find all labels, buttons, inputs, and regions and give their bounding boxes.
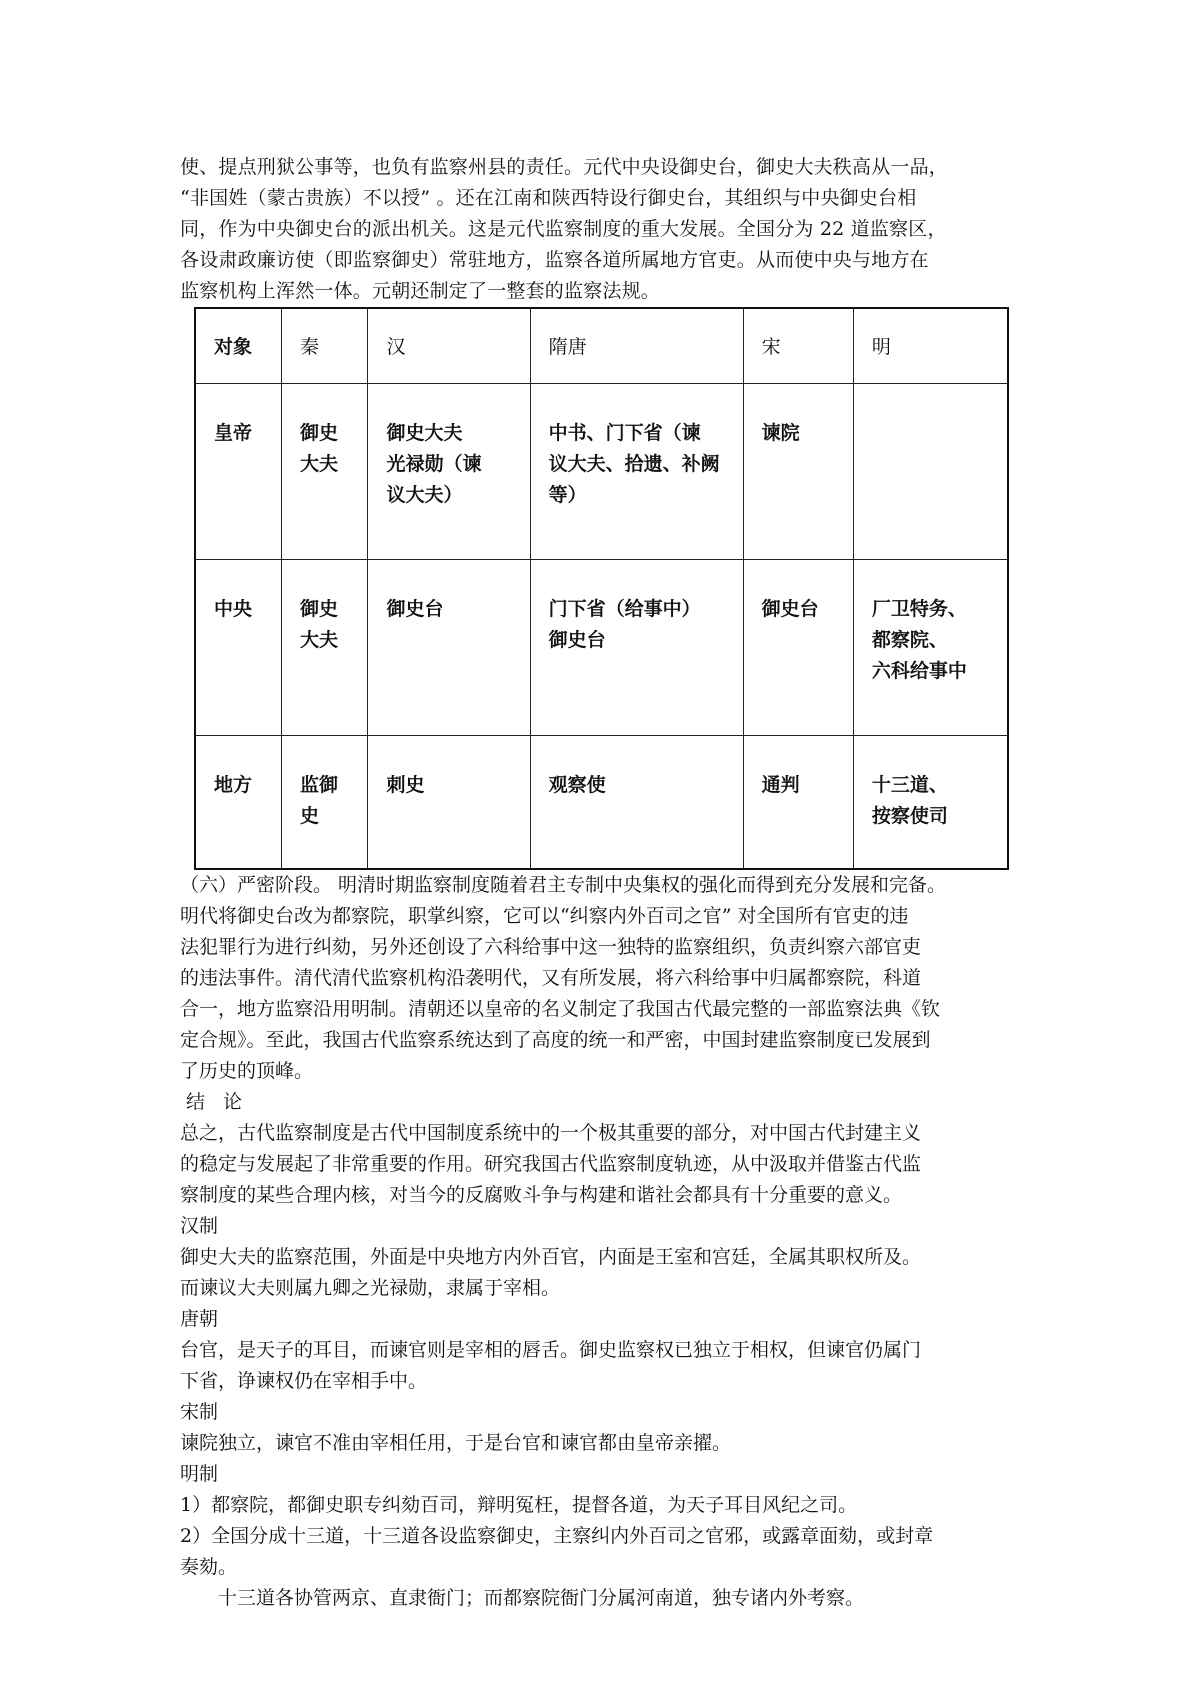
table-cell: 地方 <box>195 736 281 870</box>
tang-heading: 唐朝 <box>180 1308 219 1330</box>
conclusion-line: 的稳定与发展起了非常重要的作用。研究我国古代监察制度轨迹，从中汲取并借鉴古代监 <box>180 1153 922 1175</box>
han-line: 御史大夫的监察范围，外面是中央地方内外百官，内面是王室和宫廷，全属其职权所及。 <box>180 1246 922 1268</box>
table-cell: 御史台 <box>368 560 530 736</box>
intro-line: “非国姓（蒙古贵族）不以授” 。还在江南和陕西特设行御史台，其组织与中央御史台相 <box>180 187 917 209</box>
ming-item-1: 1）都察院，都御史职专纠劾百司，辩明冤枉，提督各道，为天子耳目风纪之司。 <box>180 1494 858 1516</box>
ming-heading: 明制 <box>180 1463 219 1485</box>
table-cell: 中央 <box>195 560 281 736</box>
table-cell: 观察使 <box>530 736 743 870</box>
stage6-line: 了历史的顶峰。 <box>180 1060 314 1082</box>
song-heading: 宋制 <box>180 1401 219 1423</box>
table-cell: 谏院 <box>743 384 853 560</box>
table-cell: 监御 史 <box>281 736 367 870</box>
stage6-line: 定合规》。至此，我国古代监察系统达到了高度的统一和严密，中国封建监察制度已发展到 <box>180 1029 931 1051</box>
conclusion-heading: 结 论 <box>186 1091 249 1113</box>
stage6-line: 合一，地方监察沿用明制。清朝还以皇帝的名义制定了我国古代最完整的一部监察法典《钦 <box>180 998 941 1020</box>
table-header-cell: 对象 <box>195 308 281 384</box>
ming-last-paragraph: 十三道各协管两京、直隶衙门；而都察院衙门分属河南道，独专诸内外考察。 <box>218 1587 865 1609</box>
intro-line: 使、提点刑狱公事等，也负有监察州县的责任。元代中央设御史台，御史大夫秩高从一品， <box>180 156 949 178</box>
table-cell: 十三道、 按察使司 <box>853 736 1008 870</box>
table-cell: 御史台 <box>743 560 853 736</box>
table-cell: 门下省（给事中） 御史台 <box>530 560 743 736</box>
table-cell: 通判 <box>743 736 853 870</box>
stage6-line: 的违法事件。清代清代监察机构沿袭明代，又有所发展，将六科给事中归属都察院，科道 <box>180 967 922 989</box>
table-header-cell: 明 <box>853 308 1008 384</box>
stage6-line: 法犯罪行为进行纠劾，另外还创设了六科给事中这一独特的监察组织，负责纠察六部官吏 <box>180 936 922 958</box>
table-header-cell: 汉 <box>368 308 530 384</box>
han-paragraph <box>180 1242 1030 1304</box>
table-header-cell: 宋 <box>743 308 853 384</box>
ming-item-2-line: 奏劾。 <box>180 1556 238 1578</box>
table-cell: 御史大夫 光禄勋（谏 议大夫） <box>368 384 530 560</box>
conclusion-line: 总之，古代监察制度是古代中国制度系统中的一个极其重要的部分，对中国古代封建主义 <box>180 1122 922 1144</box>
table-cell: 御史 大夫 <box>281 560 367 736</box>
han-heading: 汉制 <box>180 1215 219 1237</box>
ming-item-2-line: 2）全国分成十三道，十三道各设监察御史，主察纠内外百司之官邪，或露章面劾，或封章 <box>180 1525 934 1547</box>
table-cell: 御史 大夫 <box>281 384 367 560</box>
ming-item-2 <box>180 1521 1030 1583</box>
intro-line: 各设肃政廉访使（即监察御史）常驻地方，监察各道所属地方官吏。从而使中央与地方在 <box>180 249 929 271</box>
table-row <box>195 384 1008 560</box>
conclusion-paragraph <box>180 1118 1030 1211</box>
document-page <box>180 152 1030 1614</box>
intro-line: 同，作为中央御史台的派出机关。这是元代监察制度的重大发展。全国分为 22 道监察区， <box>180 218 947 240</box>
table-cell: 刺史 <box>368 736 530 870</box>
song-line: 谏院独立，谏官不准由宰相任用，于是台官和谏官都由皇帝亲擢。 <box>180 1432 732 1454</box>
stage6-paragraph <box>180 870 1030 1087</box>
table-row <box>195 560 1008 736</box>
conclusion-line: 察制度的某些合理内核，对当今的反腐败斗争与构建和谐社会都具有十分重要的意义。 <box>180 1184 903 1206</box>
table-header-cell: 秦 <box>281 308 367 384</box>
tang-line: 台官，是天子的耳目，而谏官则是宰相的唇舌。御史监察权已独立于相权，但谏官仍属门 <box>180 1339 922 1361</box>
table-header-row <box>195 308 1008 384</box>
tang-paragraph <box>180 1335 1030 1397</box>
stage6-line: （六）严密阶段。 明清时期监察制度随着君主专制中央集权的强化而得到充分发展和完备。 <box>180 874 947 896</box>
table-cell: 厂卫特务、 都察院、 六科给事中 <box>853 560 1008 736</box>
table-cell <box>853 384 1008 560</box>
table-cell: 中书、门下省（谏 议大夫、拾遗、补阙 等） <box>530 384 743 560</box>
table-header-cell: 隋唐 <box>530 308 743 384</box>
intro-paragraph <box>180 152 1030 307</box>
stage6-line: 明代将御史台改为都察院，职掌纠察，它可以“纠察内外百司之官” 对全国所有官吏的违 <box>180 905 909 927</box>
han-line: 而谏议大夫则属九卿之光禄勋，隶属于宰相。 <box>180 1277 561 1299</box>
table-cell: 皇帝 <box>195 384 281 560</box>
song-paragraph <box>180 1428 1030 1459</box>
intro-line: 监察机构上浑然一体。元朝还制定了一整套的监察法规。 <box>180 280 661 302</box>
supervision-table <box>194 307 1009 870</box>
tang-line: 下省，诤谏权仍在宰相手中。 <box>180 1370 428 1392</box>
table-row <box>195 736 1008 870</box>
